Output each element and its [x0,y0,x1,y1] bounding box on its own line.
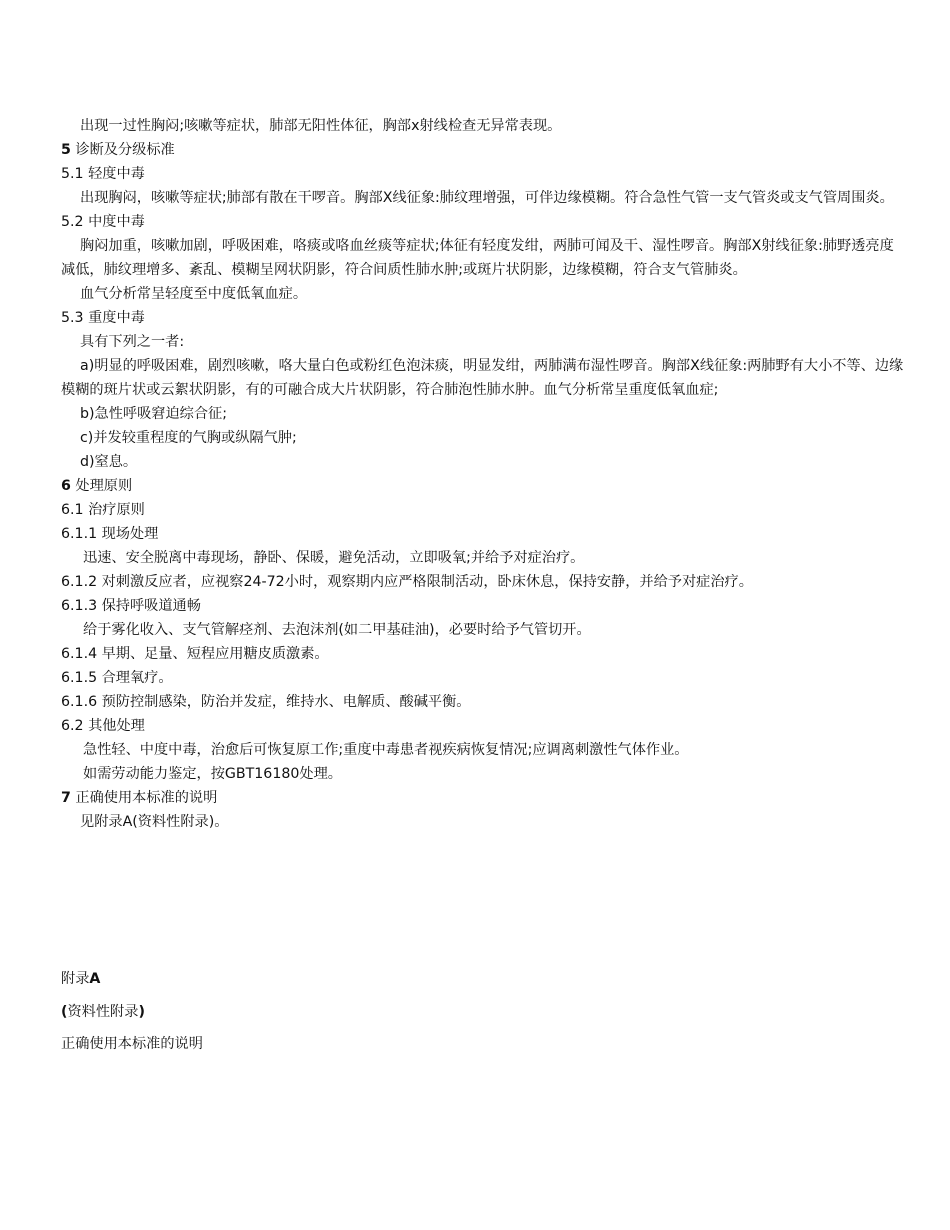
section-6-1-4: 6.1.4 早期、足量、短程应用糖皮质激素。 [61,646,329,662]
section-5-2-text-2: 血气分析常呈轻度至中度低氧血症。 [80,286,308,302]
section-5-1-heading: 5.1 轻度中毒 [61,166,145,182]
section-6-1-1-text: 迅速、安全脱离中毒现场，静卧、保暖，避免活动，立即吸氧;并给予对症治疗。 [83,550,585,566]
section-6-title: 处理原则 [75,478,133,494]
appendix-type-text: 资料性附录 [67,1004,139,1020]
appendix-title-prefix: 附录 [61,971,90,987]
appendix-title-letter: A [89,971,101,987]
section-5-number: 5 [61,142,71,158]
section-5-3-item-a: a)明显的呼吸困难，剧烈咳嗽，咯大量白色或粉红色泡沫痰，明显发绀，两肺满布湿性啰音。胸部X线征象:两肺野有大小不等、边缘模糊的斑片状或云絮状阴影，有的可融合成大片状阴影，符合肺泡性肺水肿。血气分析常呈重度低氧血症; [61,358,904,398]
section-5-2-heading: 5.2 中度中毒 [61,214,145,230]
section-5-2-text: 胸闷加重，咳嗽加剧，呼吸困难，咯痰或咯血丝痰等症状;体征有轻度发绀，两肺可闻及干、湿性啰音。胸部X射线征象:肺野透亮度减低，肺纹理增多、紊乱、模糊呈网状阴影，符合间质性肺水肿;或斑片状阴影，边缘模糊，符合支气管肺炎。 [61,238,894,278]
section-6-1-6: 6.1.6 预防控制感染，防治并发症，维持水、电解质、酸碱平衡。 [61,694,471,710]
section-5-1-text: 出现胸闷，咳嗽等症状;肺部有散在干啰音。胸部X线征象:肺纹理增强，可伴边缘模糊。符合急性气管一支气管炎或支气管周围炎。 [80,190,894,206]
section-5-3-item-c: c)并发较重程度的气胸或纵隔气肿; [80,430,297,446]
section-6-2-text-1: 急性轻、中度中毒，治愈后可恢复原工作;重度中毒患者视疾病恢复情况;应调离刺激性气体作业。 [83,742,689,758]
section-5-3-item-b: b)急性呼吸窘迫综合征; [80,406,228,422]
section-7-text: 见附录A(资料性附录)。 [80,814,229,830]
section-6-heading [61,474,907,498]
section-7-title: 正确使用本标准的说明 [75,790,218,806]
intro-line: 出现一过性胸闷;咳嗽等症状，肺部无阳性体征，胸部x射线检查无异常表现。 [80,118,562,134]
section-7-heading [61,786,907,810]
section-6-1-3-heading: 6.1.3 保持呼吸道通畅 [61,598,201,614]
appendix-title [61,968,907,990]
section-6-1-2: 6.1.2 对刺激反应者，应视察24-72小时，观察期内应严格限制活动，卧床休息，保持安静，并给予对症治疗。 [61,574,753,590]
section-5-3-intro: 具有下列之一者: [80,334,185,350]
section-6-2-text-2: 如需劳动能力鉴定，按GBT16180处理。 [83,766,342,782]
appendix-type [61,1001,907,1023]
section-6-1-1-heading: 6.1.1 现场处理 [61,526,159,542]
section-6-number: 6 [61,478,71,494]
section-6-1-heading: 6.1 治疗原则 [61,502,145,518]
appendix-type-open: ( [61,1004,68,1020]
document-body [61,114,907,834]
section-5-heading [61,138,907,162]
section-6-1-3-text: 给于雾化收入、支气管解痉剂、去泡沫剂(如二甲基硅油)，必要时给予气管切开。 [83,622,591,638]
section-7-number: 7 [61,790,71,806]
section-6-2-heading: 6.2 其他处理 [61,718,145,734]
section-5-3-item-d: d)窒息。 [80,454,138,470]
section-5-3-heading: 5.3 重度中毒 [61,310,145,326]
appendix-subtitle: 正确使用本标准的说明 [61,1036,203,1052]
appendix-type-close: ) [138,1004,145,1020]
section-6-1-5: 6.1.5 合理氧疗。 [61,670,173,686]
section-5-title: 诊断及分级标准 [75,142,175,158]
